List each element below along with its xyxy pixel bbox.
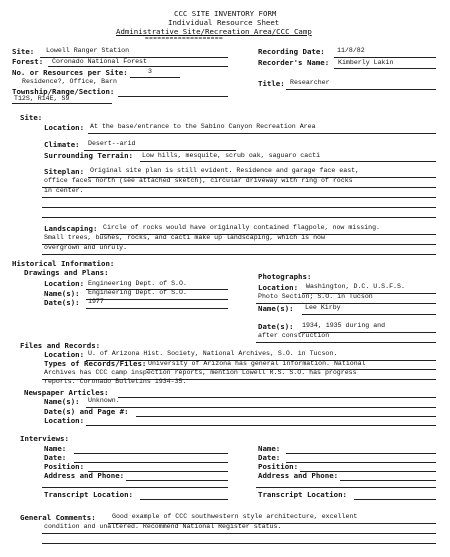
drawings-dates-value: 1977	[88, 298, 104, 305]
photos-names-label: Name(s):	[258, 304, 294, 313]
siteplan-rule5	[42, 217, 436, 218]
no-resources-line	[130, 77, 180, 78]
types-line2: Archives has CCC camp inspection reports, mention Lowell R.S. S.O. has progress	[44, 369, 357, 376]
historical-heading: Historical Information:	[12, 259, 115, 268]
interview1-position-label: Position:	[44, 462, 85, 471]
interview2-position-label: Position:	[258, 462, 299, 471]
township-label: Township/Range/Section:	[12, 87, 115, 96]
comments-line1: Good example of CCC southwestern style architecture, excellent	[112, 513, 358, 520]
interview1-transcript-label: Transcript Location:	[44, 490, 133, 499]
recording-date-line	[334, 57, 436, 58]
terrain-value: Low hills, mesquite, scrub oak, saguaro cacti	[142, 152, 321, 159]
siteplan-line2: office faces north (see attached sketch), circular driveway with ring of rocks	[44, 177, 353, 184]
recorder-value: Kimberly Lakin	[338, 59, 394, 66]
siteplan-rule2	[42, 187, 436, 188]
recorder-label: Recorder's Name:	[258, 58, 330, 67]
types-label: Types of Records/Files:	[44, 359, 147, 368]
photos-location-value: Washington, D.C. U.S.F.S.	[306, 283, 405, 290]
title-label: Title:	[258, 79, 285, 88]
site-label: Site:	[12, 47, 35, 56]
forest-label: Forest:	[12, 57, 44, 66]
siteplan-line1: Original site plan is still evident. Residence and garage face east,	[90, 167, 360, 174]
climate-label: Climate:	[44, 140, 80, 149]
newspaper-location-label: Location:	[44, 416, 85, 425]
photos-dates-label: Date(s):	[258, 322, 294, 331]
landscaping-line2: Small trees, bushes, rocks, and cacti make up landscaping, which is now	[44, 234, 325, 241]
photos-names-value: Lee Kirby	[305, 304, 341, 311]
township-value-line	[12, 103, 112, 104]
drawings-dates-label: Date(s):	[44, 298, 80, 307]
types-line1: University of Arizona has general information. National	[148, 360, 366, 367]
site-value: Lowell Ranger Station	[46, 47, 130, 54]
form-subtitle: Individual Resource Sheet	[168, 18, 280, 27]
siteplan-line3: in center.	[44, 187, 84, 194]
interview1-address-line2	[42, 487, 228, 488]
newspaper-line	[118, 397, 436, 398]
files-heading: Files and Records:	[20, 341, 101, 350]
header-rule: ===================	[145, 35, 224, 42]
newspaper-dates-label: Date(s) and Page #:	[44, 407, 129, 416]
newspaper-names-value: Unknown.	[88, 397, 120, 404]
photos-location-value2: Photo Section; S.O. in Tucson	[258, 293, 373, 300]
interview1-address-label: Address and Phone:	[44, 471, 125, 480]
location-label: Location:	[44, 123, 85, 132]
interview1-transcript-line	[140, 499, 228, 500]
recorder-line	[334, 68, 436, 69]
township-value: T12S, R14E, S9	[14, 95, 70, 102]
interview2-address-label: Address and Phone:	[258, 471, 339, 480]
photos-dates-value: 1934, 1935 during and	[302, 322, 386, 329]
interview2-date-label: Date:	[258, 453, 281, 462]
types-line3: reports. Coronado Bulletins 1934-35.	[44, 378, 187, 385]
drawings-names-value: Engineering Dept. of S.O.	[88, 289, 187, 296]
drawings-location-label: Location:	[44, 279, 85, 288]
interview1-address-line	[126, 480, 228, 481]
drawings-names-label: Name(s):	[44, 289, 80, 298]
resources-detail: Residence?, Office, Barn	[22, 78, 117, 85]
comments-rule3	[42, 543, 436, 544]
interview1-date-line	[74, 462, 228, 463]
title-line	[286, 89, 436, 90]
newspaper-names-label: Name(s):	[44, 397, 80, 406]
township-line	[118, 96, 228, 97]
climate-value: Desert--arid	[88, 140, 136, 147]
interview2-date-line	[286, 462, 436, 463]
siteplan-rule4	[42, 207, 436, 208]
newspaper-location-line	[86, 425, 436, 426]
landscaping-line1: Circle of rocks would have originally contained flagpole, now missing.	[103, 224, 380, 231]
no-resources-value: 3	[148, 68, 152, 75]
recording-date-label: Recording Date:	[258, 47, 325, 56]
photos-location-label: Location:	[258, 283, 299, 292]
form-title: CCC SITE INVENTORY FORM	[174, 9, 277, 18]
newspaper-label: Newspaper Articles:	[24, 388, 109, 397]
comments-line2: condition and unaltered. Recommend National Register status.	[44, 523, 282, 530]
interview2-name-label: Name:	[258, 444, 281, 453]
interview2-address-line2	[256, 487, 436, 488]
forest-line	[48, 66, 228, 67]
photos-label: Photographs:	[258, 272, 312, 281]
drawings-label: Drawings and Plans:	[24, 268, 109, 277]
landscaping-line3: overgrown and unruly.	[44, 244, 128, 251]
interview1-name-line	[74, 453, 228, 454]
siteplan-rule3	[42, 197, 436, 198]
interviews-heading: Interviews:	[20, 434, 69, 443]
newspaper-names-line	[86, 407, 436, 408]
landscaping-label: Landscaping:	[44, 224, 98, 233]
landscaping-rule3	[42, 254, 436, 255]
files-location-label: Location:	[44, 350, 85, 359]
forest-value: Coronado National Forest	[52, 58, 147, 65]
comments-rule2	[42, 533, 436, 534]
comments-label: General Comments:	[20, 513, 96, 522]
drawings-names-line	[86, 299, 228, 300]
newspaper-dates-line	[136, 416, 436, 417]
interview2-transcript-line	[354, 499, 436, 500]
interview2-name-line	[286, 453, 436, 454]
interview1-date-label: Date:	[44, 453, 67, 462]
form-category: Administrative Site/Recreation Area/CCC Camp	[116, 27, 312, 36]
siteplan-label: Siteplan:	[44, 167, 85, 176]
interview2-address-line	[340, 480, 436, 481]
interview2-transcript-label: Transcript Location:	[258, 490, 347, 499]
drawings-dates-line	[86, 308, 228, 309]
photos-dates-value2: after construction	[258, 332, 330, 339]
interview1-name-label: Name:	[44, 444, 67, 453]
files-location-value: U. of Arizona Hist. Society, National Archives, S.O. in Tucson.	[88, 350, 338, 357]
recording-date-value: 11/8/82	[337, 47, 365, 54]
location-line	[88, 133, 436, 134]
location-value: At the base/entrance to the Sabino Canyon Recreation Area	[90, 123, 316, 130]
title-value: Researcher	[290, 79, 330, 86]
photos-names-line	[302, 314, 436, 315]
terrain-line	[140, 161, 436, 162]
site-heading: Site:	[20, 113, 43, 122]
no-resources-label: No. or Resources per Site:	[12, 68, 128, 77]
photos-dates-line2	[256, 342, 436, 343]
terrain-label: Surrounding Terrain:	[44, 151, 133, 160]
drawings-location-value: Engineering Dept. of S.O.	[88, 280, 187, 287]
